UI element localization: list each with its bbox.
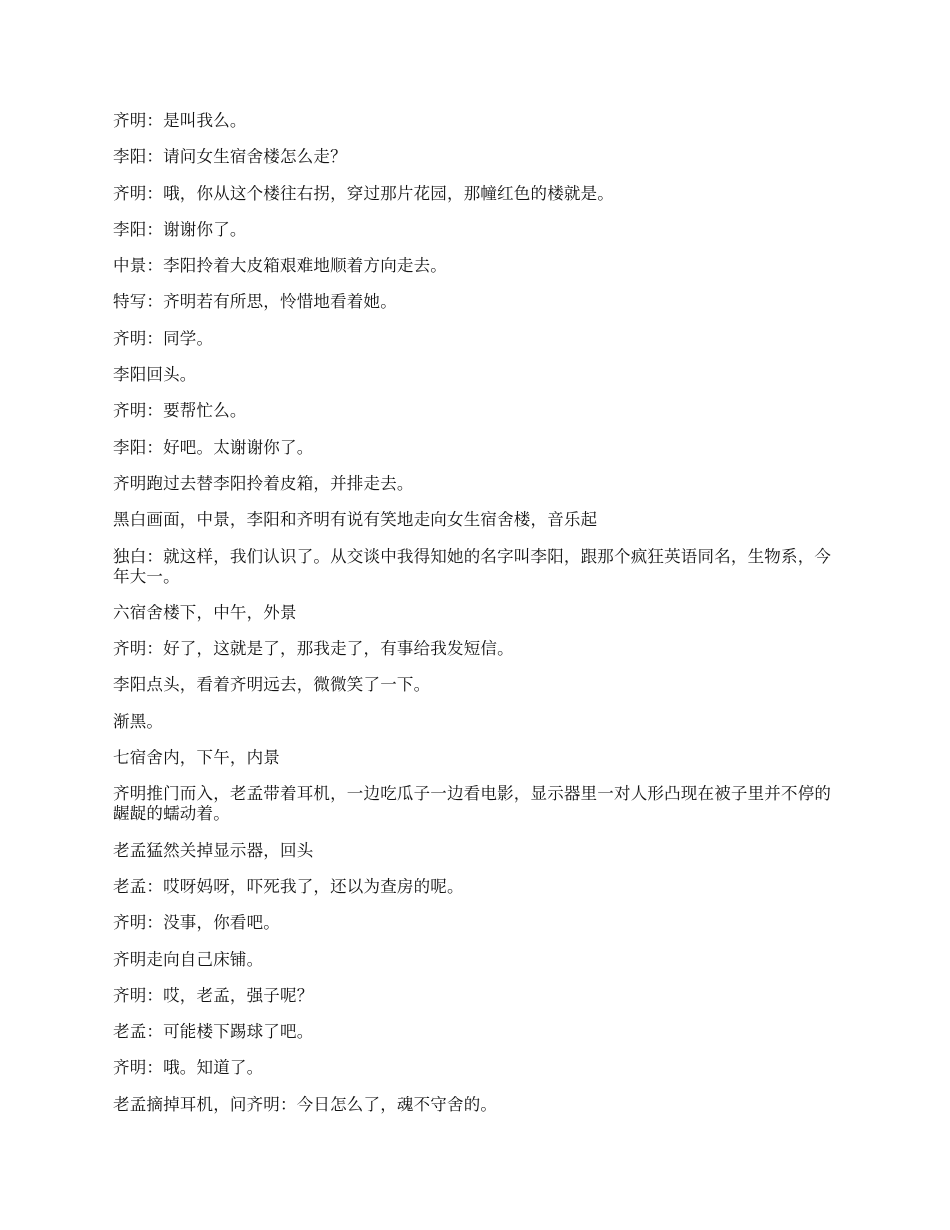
script-line: 齐明：好了，这就是了，那我走了，有事给我发短信。	[113, 639, 514, 659]
script-line: 老孟摘掉耳机，问齐明：今日怎么了，魂不守舍的。	[113, 1094, 498, 1114]
script-line: 齐明：没事，你看吧。	[113, 913, 280, 933]
script-line: 老孟：可能楼下踢球了吧。	[113, 1022, 314, 1042]
script-line: 齐明推门而入，老孟带着耳机，一边吃瓜子一边看电影，显示器里一对人形凸现在被子里并不停的龌龊的蠕动着。	[113, 784, 832, 824]
script-line: 特写：齐明若有所思，怜惜地看着她。	[113, 292, 397, 312]
script-line: 李阳点头，看着齐明远去，微微笑了一下。	[113, 675, 431, 695]
script-line: 齐明：哦。知道了。	[113, 1058, 264, 1078]
script-line: 齐明：哎，老孟，强子呢？	[113, 985, 314, 1005]
script-line: 齐明：同学。	[113, 328, 214, 348]
script-body	[113, 111, 843, 1131]
script-line: 老孟猛然关掉显示器，回头	[113, 840, 314, 860]
script-line: 老孟：哎呀妈呀，吓死我了，还以为查房的呢。	[113, 876, 464, 896]
script-line: 齐明跑过去替李阳拎着皮箱，并排走去。	[113, 473, 414, 493]
script-line: 李阳回头。	[113, 365, 197, 385]
script-line: 七宿舍内，下午，内景	[113, 748, 280, 768]
script-line: 齐明：哦，你从这个楼往右拐，穿过那片花园，那幢红色的楼就是。	[113, 183, 614, 203]
script-line: 齐明走向自己床铺。	[113, 949, 264, 969]
script-line: 齐明：要帮忙么。	[113, 401, 247, 421]
script-line: 中景：李阳拎着大皮箱艰难地顺着方向走去。	[113, 256, 447, 276]
script-line: 黑白画面，中景，李阳和齐明有说有笑地走向女生宿舍楼，音乐起	[113, 510, 598, 530]
script-line: 齐明：是叫我么。	[113, 111, 247, 130]
script-line: 李阳：好吧。太谢谢你了。	[113, 437, 314, 457]
script-line: 六宿舍楼下，中午，外景	[113, 602, 297, 622]
script-line: 渐黑。	[113, 711, 164, 731]
script-line: 李阳：谢谢你了。	[113, 219, 247, 239]
script-line: 独白：就这样，我们认识了。从交谈中我得知她的名字叫李阳，跟那个疯狂英语同名，生物系，今年大一。	[113, 546, 832, 586]
script-line: 李阳：请问女生宿舍楼怎么走？	[113, 147, 347, 167]
